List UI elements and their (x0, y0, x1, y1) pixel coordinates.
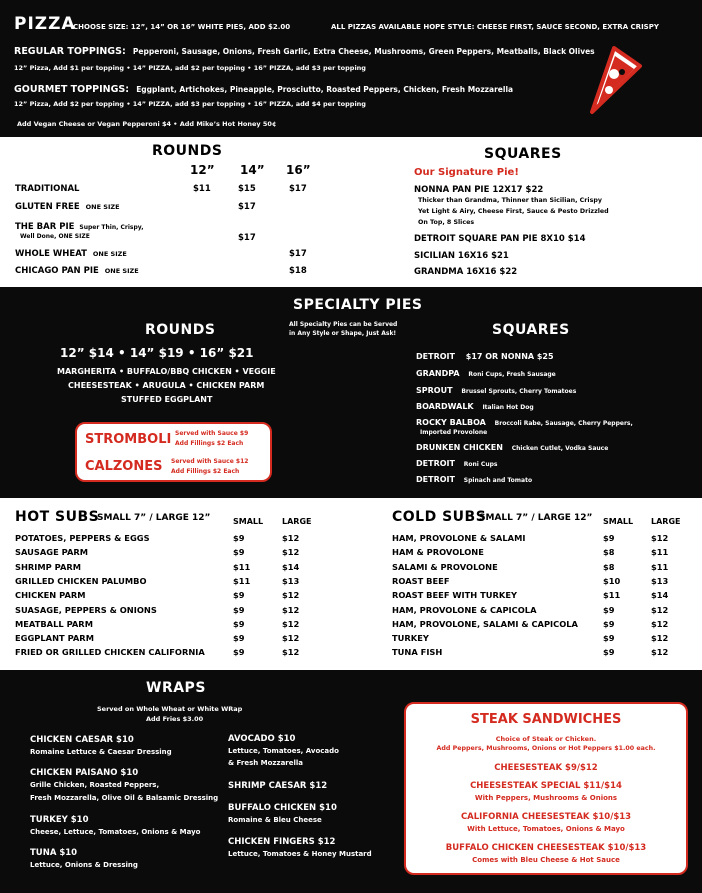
stromboli-calzones-box (75, 422, 272, 482)
cold-subs-item-small-price: $9 (603, 633, 615, 644)
rounds-item-name: THE BAR PIE (15, 222, 75, 232)
cold-subs-item-large-price: $12 (651, 647, 669, 658)
specialty-square-desc: Roni Cups (463, 461, 498, 468)
hot-subs-item-small-price: $9 (233, 647, 245, 658)
hot-subs-item-name: SHRIMP PARM (15, 561, 82, 572)
hot-subs-small-header: SMALL (233, 517, 264, 526)
hot-subs-item-small-price: $9 (233, 618, 245, 629)
hot-subs-item-name: SAUSAGE PARM (15, 547, 89, 558)
stromboli-note-2: Add Fillings $2 Each (175, 440, 244, 447)
rounds-price-16: $18 (289, 266, 307, 276)
wrap-desc: Lettuce, Onions & Dressing (30, 861, 138, 869)
wraps-note-1: Served on Whole Wheat or White WRap (97, 705, 243, 713)
hot-subs-item-large-price: $12 (282, 647, 300, 658)
cold-subs-title: COLD SUBS (392, 509, 487, 525)
wraps-section (0, 670, 702, 893)
specialty-square-name: SPROUT (416, 386, 453, 395)
specialty-square-name: GRANDPA (416, 369, 460, 378)
hot-subs-title: HOT SUBS (15, 509, 100, 525)
hot-subs-item-name: SUASAGE, PEPPERS & ONIONS (15, 604, 157, 615)
sicilian: SICILIAN 16X16 $21 (414, 251, 509, 261)
steak-title: STEAK SANDWICHES (470, 712, 622, 727)
rounds-item (15, 184, 79, 194)
specialty-square-item (416, 459, 497, 468)
specialty-square-item (416, 418, 633, 427)
cold-subs-item-name: HAM, PROVOLONE & SALAMI (392, 533, 526, 543)
specialty-note-2: in Any Style or Shape, Just Ask! (289, 330, 397, 337)
steak-item-name: CALIFORNIA CHEESESTEAK $10/$13 (460, 812, 632, 822)
regular-toppings-list: Pepperoni, Sausage, Onions, Fresh Garlic, Extra Cheese, Mushrooms, Green Peppers, Meatballs, Black Olives (132, 47, 595, 56)
cold-subs-item-name: HAM, PROVOLONE, SALAMI & CAPICOLA (392, 618, 578, 629)
steak-item-name: BUFFALO CHICKEN CHEESESTEAK $10/$13 (445, 843, 647, 853)
hot-subs-item-name: EGGPLANT PARM (15, 633, 94, 644)
specialty-square-item (416, 402, 534, 411)
rounds-size-14: 14” (240, 163, 265, 177)
rounds-item (15, 249, 127, 259)
hot-subs-item-small-price: $9 (233, 604, 245, 615)
subs-section (0, 498, 702, 670)
gourmet-toppings-label: GOURMET TOPPINGS: (14, 84, 130, 95)
specialty-square-item (416, 369, 556, 378)
specialty-section (0, 287, 702, 498)
gourmet-toppings-prices: 12” Pizza, Add $2 per topping • 14” PIZZA, add $3 per topping • 16” PIZZA, add $4 per topping (14, 100, 366, 108)
hot-subs-item-small-price: $9 (233, 590, 245, 601)
calzones-note-1: Served with Sauce $12 (171, 458, 249, 465)
wrap-desc: Grille Chicken, Roasted Peppers, (30, 781, 160, 789)
pizza-title: PIZZA (14, 14, 76, 34)
hot-subs-item-large-price: $12 (282, 604, 300, 615)
cold-subs-item-small-price: $11 (603, 590, 621, 601)
specialty-squares-title: SQUARES (492, 322, 570, 338)
rounds-item (15, 202, 120, 212)
wrap-name: TURKEY $10 (30, 815, 89, 825)
rounds-item-note: ONE SIZE (92, 250, 127, 258)
detroit-square: DETROIT SQUARE PAN PIE 8X10 $14 (414, 234, 586, 244)
steak-note-1: Choice of Steak or Chicken. (495, 735, 597, 743)
vegan-note: Add Vegan Cheese or Vegan Pepperoni $4 • Add Mike’s Hot Honey 50¢ (17, 120, 277, 128)
rounds-price-12: $11 (193, 184, 211, 194)
hot-subs-item-small-price: $9 (233, 633, 245, 644)
hot-subs-item-large-price: $13 (282, 575, 300, 586)
rounds-price-14: $17 (238, 233, 256, 243)
rounds-item-name: WHOLE WHEAT (15, 249, 87, 259)
grandma: GRANDMA 16X16 $22 (414, 267, 518, 277)
cold-subs-item-large-price: $11 (651, 561, 669, 572)
specialty-square-desc: Chicken Cutlet, Vodka Sauce (511, 445, 609, 452)
rounds-price-14: $15 (238, 184, 256, 194)
specialty-square-item (416, 443, 608, 452)
specialty-square-name: DETROIT (416, 352, 455, 361)
specialty-square-desc: Roni Cups, Fresh Sausage (468, 371, 556, 378)
steak-item-desc: With Peppers, Mushrooms & Onions (474, 794, 618, 802)
hot-subs-item-large-price: $14 (282, 561, 300, 572)
specialty-square-name: DETROIT (416, 475, 455, 484)
rounds-item (15, 266, 139, 276)
gourmet-toppings (14, 84, 513, 95)
rounds-item-note: Super Thin, Crispy, (79, 224, 144, 231)
cold-subs-item-small-price: $10 (603, 575, 621, 586)
nonna-desc-2: Yet Light & Airy, Cheese First, Sauce & Pesto Drizzled (418, 208, 609, 215)
wrap-desc: Fresh Mozzarella, Olive Oil & Balsamic Dressing (30, 794, 219, 802)
specialty-square-desc: Brussel Sprouts, Cherry Tomatoes (461, 388, 577, 395)
cold-subs-item-large-price: $12 (651, 633, 669, 644)
specialty-square-desc-2: Imported Provolone (420, 429, 488, 436)
cold-subs-item-name: TURKEY (392, 633, 429, 644)
cold-subs-item-small-price: $9 (603, 618, 615, 629)
hot-subs-item-large-price: $12 (282, 618, 300, 629)
specialty-rounds-line-2: CHEESESTEAK • ARUGULA • CHICKEN PARM (68, 381, 265, 390)
hot-subs-item-small-price: $11 (233, 561, 251, 572)
nonna-desc-1: Thicker than Grandma, Thinner than Sicilian, Crispy (418, 197, 602, 204)
specialty-note-1: All Specialty Pies can be Served (289, 321, 398, 328)
wraps-note-2: Add Fries $3.00 (146, 715, 204, 723)
cold-subs-item-name: SALAMI & PROVOLONE (392, 561, 498, 572)
cold-subs-item-name: ROAST BEEF WITH TURKEY (392, 590, 518, 601)
cold-subs-item-name: TUNA FISH (392, 647, 443, 658)
wrap-desc: & Fresh Mozzarella (228, 759, 304, 767)
specialty-square-name: DRUNKEN CHICKEN (416, 443, 503, 452)
rounds-item-name: GLUTEN FREE (15, 202, 80, 212)
rounds-size-16: 16” (286, 163, 311, 177)
wrap-desc: Romaine & Bleu Cheese (228, 816, 322, 824)
cold-subs-item-small-price: $8 (603, 561, 615, 572)
nonna-pan-pie: NONNA PAN PIE 12X17 $22 (414, 185, 544, 195)
pizza-slice-logo (584, 44, 644, 116)
rounds-squares-section (0, 137, 702, 287)
specialty-square-desc: Italian Hot Dog (482, 404, 534, 411)
hot-subs-item-name: CHICKEN PARM (15, 590, 86, 601)
regular-toppings-prices: 12” Pizza, Add $1 per topping • 14” PIZZA, add $2 per topping • 16” PIZZA, add $3 per topping (14, 64, 366, 72)
cold-subs-item-name: ROAST BEEF (392, 575, 450, 586)
steak-item-desc: Comes with Bleu Cheese & Hot Sauce (472, 856, 620, 864)
wraps-title: WRAPS (146, 680, 206, 696)
cold-subs-item-large-price: $12 (651, 604, 669, 615)
cold-subs-item-large-price: $11 (651, 547, 669, 558)
regular-toppings (14, 46, 595, 57)
hot-subs-item-small-price: $9 (233, 533, 245, 543)
hot-subs-item-large-price: $12 (282, 547, 300, 558)
hot-subs-item-small-price: $9 (233, 547, 245, 558)
hot-subs-item-name: MEATBALL PARM (15, 618, 93, 629)
hot-subs-item-large-price: $12 (282, 533, 300, 543)
wrap-name: TUNA $10 (30, 848, 78, 858)
rounds-item-name: CHICAGO PAN PIE (15, 266, 99, 276)
hot-subs-item-name: FRIED OR GRILLED CHICKEN CALIFORNIA (15, 647, 205, 658)
stromboli-note-1: Served with Sauce $9 (175, 430, 249, 437)
gourmet-toppings-list: Eggplant, Artichokes, Pineapple, Prosciutto, Roasted Peppers, Chicken, Fresh Mozzarella (136, 85, 514, 94)
specialty-square-desc: $17 OR NONNA $25 (465, 352, 554, 361)
cold-subs-item-large-price: $13 (651, 575, 669, 586)
pizza-section (0, 0, 702, 137)
rounds-size-12: 12” (190, 163, 215, 177)
regular-toppings-label: REGULAR TOPPINGS: (14, 46, 126, 57)
wrap-name: AVOCADO $10 (228, 734, 296, 744)
specialty-square-desc: Spinach and Tomato (463, 477, 533, 484)
rounds-item-note: ONE SIZE (104, 267, 139, 275)
specialty-square-name: ROCKY BALBOA (416, 418, 486, 427)
rounds-item-note-2: Well Done, ONE SIZE (20, 233, 90, 240)
signature-pie-label: Our Signature Pie! (414, 167, 519, 178)
calzones-label: CALZONES (85, 459, 163, 474)
hot-subs-item-small-price: $11 (233, 575, 251, 586)
specialty-square-item (416, 352, 554, 361)
rounds-price-16: $17 (289, 249, 307, 259)
nonna-desc-3: On Top, 8 Slices (418, 219, 475, 226)
rounds-price-16: $17 (289, 184, 307, 194)
wrap-name: CHICKEN FINGERS $12 (228, 837, 336, 847)
wrap-name: CHICKEN CAESAR $10 (30, 735, 134, 745)
wrap-name: BUFFALO CHICKEN $10 (228, 803, 337, 813)
hot-subs-item-name: GRILLED CHICKEN PALUMBO (15, 575, 147, 586)
cold-subs-sizes: SMALL 7” / LARGE 12” (479, 513, 593, 523)
wrap-desc: Cheese, Lettuce, Tomatoes, Onions & Mayo (30, 828, 201, 836)
pizza-hope-style: ALL PIZZAS AVAILABLE HOPE STYLE: CHEESE FIRST, SAUCE SECOND, EXTRA CRISPY (331, 23, 659, 31)
specialty-square-name: BOARDWALK (416, 402, 474, 411)
hot-subs-large-header: LARGE (282, 517, 312, 526)
rounds-item-note: ONE SIZE (85, 203, 120, 211)
specialty-title: SPECIALTY PIES (293, 297, 423, 313)
rounds-item (15, 222, 144, 232)
cold-subs-small-header: SMALL (603, 517, 634, 526)
specialty-rounds-line-3: STUFFED EGGPLANT (121, 395, 213, 404)
cold-subs-item-small-price: $8 (603, 547, 615, 558)
steak-item-name: CHEESESTEAK $9/$12 (494, 763, 598, 773)
stromboli-label: STROMBOLI (85, 432, 172, 447)
hot-subs-sizes: SMALL 7” / LARGE 12” (97, 513, 211, 523)
steak-sandwiches-box (404, 702, 688, 875)
specialty-square-item (416, 386, 576, 395)
specialty-rounds-title: ROUNDS (145, 322, 216, 338)
cold-subs-large-header: LARGE (651, 517, 681, 526)
squares-title: SQUARES (484, 146, 562, 162)
wrap-name: SHRIMP CAESAR $12 (228, 781, 328, 791)
pizza-choose-size: CHOOSE SIZE: 12”, 14” OR 16” WHITE PIES, ADD $2.00 (73, 23, 291, 31)
steak-item-desc: With Lettuce, Tomatoes, Onions & Mayo (467, 825, 625, 833)
wrap-desc: Romaine Lettuce & Caesar Dressing (30, 748, 172, 756)
cold-subs-item-name: HAM, PROVOLONE & CAPICOLA (392, 604, 537, 615)
cold-subs-item-small-price: $9 (603, 533, 615, 543)
specialty-rounds-prices: 12” $14 • 14” $19 • 16” $21 (60, 346, 254, 360)
specialty-square-name: DETROIT (416, 459, 455, 468)
cold-subs-item-large-price: $12 (651, 618, 669, 629)
specialty-rounds-line-1: MARGHERITA • BUFFALO/BBQ CHICKEN • VEGGIE (57, 367, 276, 376)
rounds-title: ROUNDS (152, 143, 223, 159)
wrap-desc: Lettuce, Tomatoes, Avocado (228, 747, 339, 755)
cold-subs-item-small-price: $9 (603, 647, 615, 658)
cold-subs-item-name: HAM & PROVOLONE (392, 547, 484, 558)
cold-subs-item-large-price: $12 (651, 533, 669, 543)
rounds-item-name: TRADITIONAL (15, 184, 80, 194)
steak-item-name: CHEESESTEAK SPECIAL $11/$14 (470, 781, 622, 791)
steak-note-2: Add Peppers, Mushrooms, Onions or Hot Peppers $1.00 each. (436, 745, 656, 752)
hot-subs-item-large-price: $12 (282, 590, 300, 601)
hot-subs-item-name: POTATOES, PEPPERS & EGGS (15, 533, 150, 543)
calzones-note-2: Add Fillings $2 Each (171, 468, 240, 475)
rounds-price-14: $17 (238, 202, 256, 212)
wrap-desc: Lettuce, Tomatoes & Honey Mustard (228, 850, 372, 858)
cold-subs-item-large-price: $14 (651, 590, 669, 601)
cold-subs-item-small-price: $9 (603, 604, 615, 615)
wrap-name: CHICKEN PAISANO $10 (30, 768, 139, 778)
specialty-square-desc: Broccoli Rabe, Sausage, Cherry Peppers, (494, 420, 633, 427)
specialty-square-item (416, 475, 532, 484)
hot-subs-item-large-price: $12 (282, 633, 300, 644)
